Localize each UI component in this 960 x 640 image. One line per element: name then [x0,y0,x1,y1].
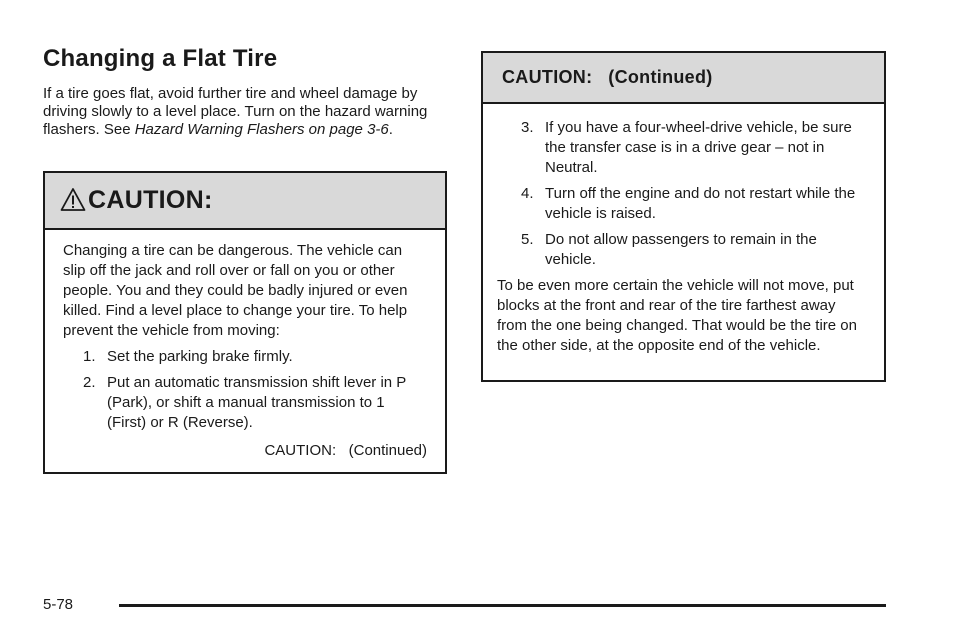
list-item [63,373,427,433]
intro-paragraph [43,85,443,139]
page-number: 5-78 [43,596,74,613]
list-item [497,184,866,224]
caution-body [45,230,445,461]
list-item-text: Turn off the engine and do not restart while the vehicle is raised. [545,185,856,222]
list-item [497,230,866,270]
list-item-text: If you have a four-wheel-drive vehicle, be sure the transfer case is in a drive gear – not in Neutral. [545,119,852,176]
caution-box [43,171,447,474]
intro-end: . [388,121,393,138]
list-item-text: Set the parking brake firmly. [107,348,293,365]
warning-triangle-icon [60,187,86,213]
list-item-number: 3. [521,119,534,136]
caution-continued-heading: CAUTION: (Continued) [502,67,713,87]
caution-text: Changing a tire can be dangerous. The vehicle can slip off the jack and roll over or fall on you or other people. You and they could be badly injured or even killed. Find a level place to change your tire. To help prevent the vehicle from moving: [63,242,408,339]
list-item [497,118,866,178]
list-item-number: 4. [521,185,534,202]
caution-continued-body [483,104,884,356]
caution-continued-header [483,53,884,104]
list-item-number: 1. [83,348,96,365]
caution-continued-box [481,51,886,382]
footer-rule [119,604,886,607]
list-item [63,347,427,367]
list-item-number: 2. [83,374,96,391]
hazard-flashers-reference[interactable]: Hazard Warning Flashers on page 3-6 [134,121,389,138]
list-item-text: Put an automatic transmission shift lever in P (Park), or shift a manual transmission to 1 (First) or R (Reverse). [107,374,407,431]
caution-followup-text: To be even more certain the vehicle will not move, put blocks at the front and rear of the tire farthest away from the one being changed. That would be the tire on the other side, at the opposite end of the vehicle. [497,277,857,354]
list-item-number: 5. [521,231,534,248]
caution-heading: CAUTION: [88,186,213,214]
caution-continued-note: CAUTION: (Continued) [264,442,427,459]
intro-text: If a tire goes flat, avoid further tire and wheel damage by driving slowly to a level place. Turn on the hazard warning flashers. See [43,85,428,138]
list-item-text: Do not allow passengers to remain in the vehicle. [545,231,817,268]
page-title: Changing a Flat Tire [43,45,278,72]
caution-header [45,173,445,230]
